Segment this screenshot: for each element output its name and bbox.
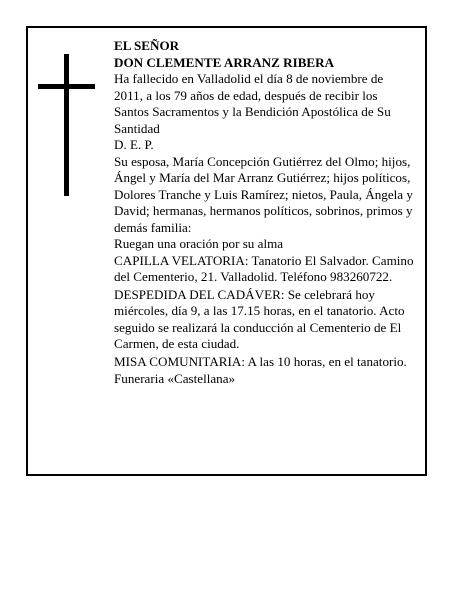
funeral-home: Funeraria «Castellana» <box>114 371 236 386</box>
notice-title: EL SEÑOR <box>114 38 180 53</box>
prayer-request: Ruegan una oración por su alma <box>114 236 284 251</box>
chapel-info: CAPILLA VELATORIA: Tanatorio El Salvador. Camino del Cementerio, 21. Valladolid. Teléfono 983260722. <box>114 252 414 284</box>
farewell-info: DESPEDIDA DEL CADÁVER: Se celebrará hoy miércoles, día 9, a las 17.15 horas, en el tanatorio. Acto seguido se realizará la conducción al Cementerio de El Carmen, de esta ciudad. <box>114 286 405 351</box>
obituary-text <box>114 38 414 388</box>
mass-info: MISA COMUNITARIA: A las 10 horas, en el tanatorio. <box>114 353 407 369</box>
family-list: Su esposa, María Concepción Gutiérrez del Olmo; hijos, Ángel y María del Mar Arranz Gutiérrez; hijos políticos, Dolores Tranche y Luis Ramírez; nietos, Paula, Ángela y David; hermanas, hermanos políticos, sobrinos, primos y demás familia: <box>114 153 413 235</box>
rip-line: D. E. P. <box>114 137 154 152</box>
cross-horizontal-bar <box>38 84 95 89</box>
deceased-name: DON CLEMENTE ARRANZ RIBERA <box>114 54 335 70</box>
cross-vertical-bar <box>64 54 69 196</box>
death-statement: Ha fallecido en Valladolid el día 8 de noviembre de 2011, a los 79 años de edad, después de recibir los Santos Sacramentos y la Bendición Apostólica de Su Santidad <box>114 71 391 136</box>
